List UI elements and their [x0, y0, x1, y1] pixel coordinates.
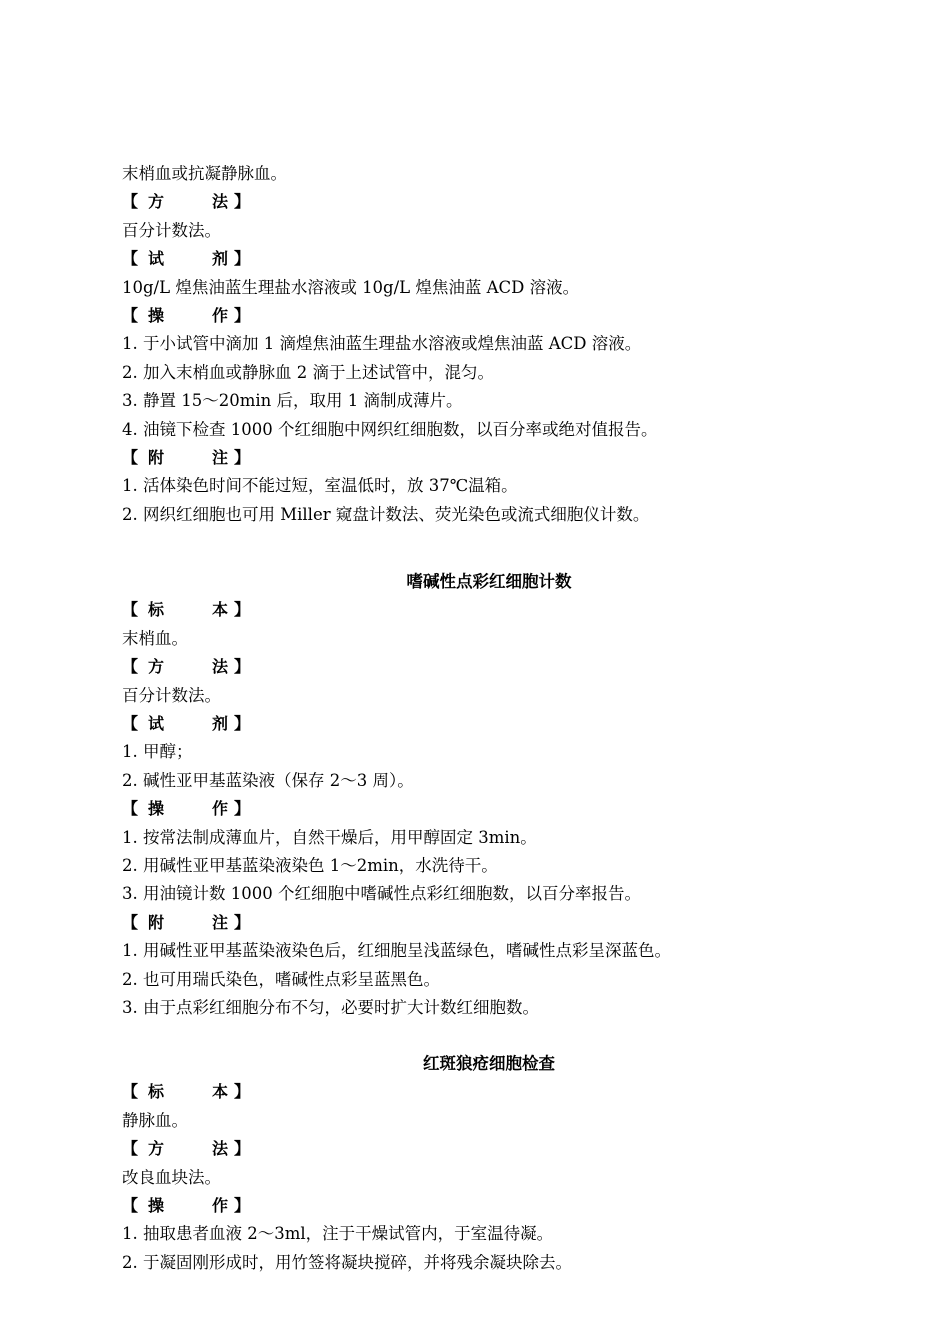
header-char-1: 附 [148, 448, 165, 467]
body-text-line: 1. 于小试管中滴加 1 滴煌焦油蓝生理盐水溶液或煌焦油蓝 ACD 溶液。 [122, 334, 642, 354]
close-bracket: 】 [234, 1082, 251, 1102]
header-char-1: 试 [148, 249, 165, 269]
section-title: 嗜碱性点彩红细胞计数 [406, 572, 572, 591]
open-bracket: 【 [122, 448, 139, 467]
body-text-line: 2. 网织红细胞也可用 Miller 窥盘计数法、荧光染色或流式细胞仪计数。 [122, 504, 650, 524]
section-title: 红斑狼疮细胞检查 [423, 1054, 555, 1073]
close-bracket: 】 [234, 657, 251, 677]
open-bracket: 【 [122, 657, 139, 677]
field-header [122, 1192, 250, 1220]
body-text-line: 4. 油镜下检查 1000 个红细胞中网织红细胞数，以百分率或绝对值报告。 [122, 419, 658, 439]
body-text-line: 2. 用碱性亚甲基蓝染液染色 1～2min，水洗待干。 [122, 856, 498, 875]
header-char-2: 法 [212, 1139, 229, 1159]
field-header [122, 653, 250, 681]
open-bracket: 【 [122, 600, 139, 620]
header-char-2: 作 [212, 1196, 229, 1215]
open-bracket: 【 [122, 714, 139, 733]
header-char-2: 注 [212, 448, 229, 467]
header-char-1: 操 [148, 1196, 165, 1215]
field-header [122, 302, 250, 330]
body-text-line: 静脉血。 [122, 1110, 188, 1130]
header-char-2: 作 [212, 799, 229, 819]
header-char-1: 操 [148, 306, 165, 325]
close-bracket: 】 [234, 448, 251, 467]
header-char-2: 作 [212, 306, 229, 325]
body-text-line: 2. 也可用瑞氏染色，嗜碱性点彩呈蓝黑色。 [122, 969, 440, 989]
header-char-2: 法 [212, 657, 229, 677]
header-char-1: 方 [148, 657, 165, 677]
header-char-2: 本 [212, 1082, 229, 1102]
body-text-line: 百分计数法。 [122, 685, 221, 705]
body-text-line: 1. 活体染色时间不能过短，室温低时，放 37℃温箱。 [122, 476, 518, 496]
header-char-1: 操 [148, 799, 165, 819]
header-char-2: 本 [212, 600, 229, 620]
header-char-2: 剂 [212, 249, 229, 269]
field-header [122, 444, 250, 472]
header-char-1: 附 [148, 912, 165, 932]
field-header [122, 188, 250, 216]
body-text-line: 末梢血或抗凝静脉血。 [122, 164, 287, 183]
close-bracket: 】 [234, 1196, 251, 1215]
field-header [122, 596, 250, 624]
open-bracket: 【 [122, 912, 139, 932]
field-header [122, 245, 250, 273]
header-char-2: 法 [212, 192, 229, 212]
open-bracket: 【 [122, 799, 139, 819]
close-bracket: 】 [234, 714, 251, 733]
body-text-line: 1. 用碱性亚甲基蓝染液染色后，红细胞呈浅蓝绿色，嗜碱性点彩呈深蓝色。 [122, 941, 671, 961]
open-bracket: 【 [122, 1082, 139, 1102]
open-bracket: 【 [122, 1139, 139, 1159]
open-bracket: 【 [122, 249, 139, 269]
header-char-1: 方 [148, 1139, 165, 1159]
body-text-line: 2. 加入末梢血或静脉血 2 滴于上述试管中，混匀。 [122, 362, 494, 382]
field-header [122, 795, 250, 823]
close-bracket: 】 [234, 912, 251, 932]
header-char-1: 标 [148, 600, 165, 620]
body-text-line: 百分计数法。 [122, 220, 221, 240]
body-text-line: 1. 甲醇； [122, 742, 193, 762]
header-char-2: 注 [212, 912, 229, 932]
close-bracket: 】 [234, 192, 251, 212]
close-bracket: 】 [234, 249, 251, 269]
field-header [122, 710, 250, 738]
close-bracket: 】 [234, 1139, 251, 1159]
field-header [122, 909, 250, 937]
close-bracket: 】 [234, 600, 251, 620]
body-text-line: 末梢血。 [122, 628, 188, 648]
body-text-line: 2. 于凝固刚形成时，用竹签将凝块搅碎，并将残余凝块除去。 [122, 1252, 572, 1272]
body-text-line: 改良血块法。 [122, 1167, 221, 1187]
header-char-1: 标 [148, 1082, 165, 1102]
close-bracket: 】 [234, 799, 251, 819]
body-text-line: 3. 用油镜计数 1000 个红细胞中嗜碱性点彩红细胞数，以百分率报告。 [122, 884, 641, 904]
open-bracket: 【 [122, 1196, 139, 1215]
body-text-line: 1. 按常法制成薄血片，自然干燥后，用甲醇固定 3min。 [122, 827, 537, 847]
header-char-1: 方 [148, 192, 165, 212]
close-bracket: 】 [234, 306, 251, 325]
body-text-line: 3. 由于点彩红细胞分布不匀，必要时扩大计数红细胞数。 [122, 998, 539, 1017]
field-header [122, 1078, 250, 1106]
open-bracket: 【 [122, 306, 139, 325]
field-header [122, 1135, 250, 1163]
header-char-1: 试 [148, 714, 165, 733]
open-bracket: 【 [122, 192, 139, 212]
body-text-line: 1. 抽取患者血液 2～3ml，注于干燥试管内，于室温待凝。 [122, 1224, 554, 1244]
header-char-2: 剂 [212, 714, 229, 733]
body-text-line: 3. 静置 15～20min 后，取用 1 滴制成薄片。 [122, 391, 463, 411]
body-text-line: 2. 碱性亚甲基蓝染液（保存 2～3 周）。 [122, 770, 414, 790]
body-text-line: 10g/L 煌焦油蓝生理盐水溶液或 10g/L 煌焦油蓝 ACD 溶液。 [122, 277, 580, 297]
